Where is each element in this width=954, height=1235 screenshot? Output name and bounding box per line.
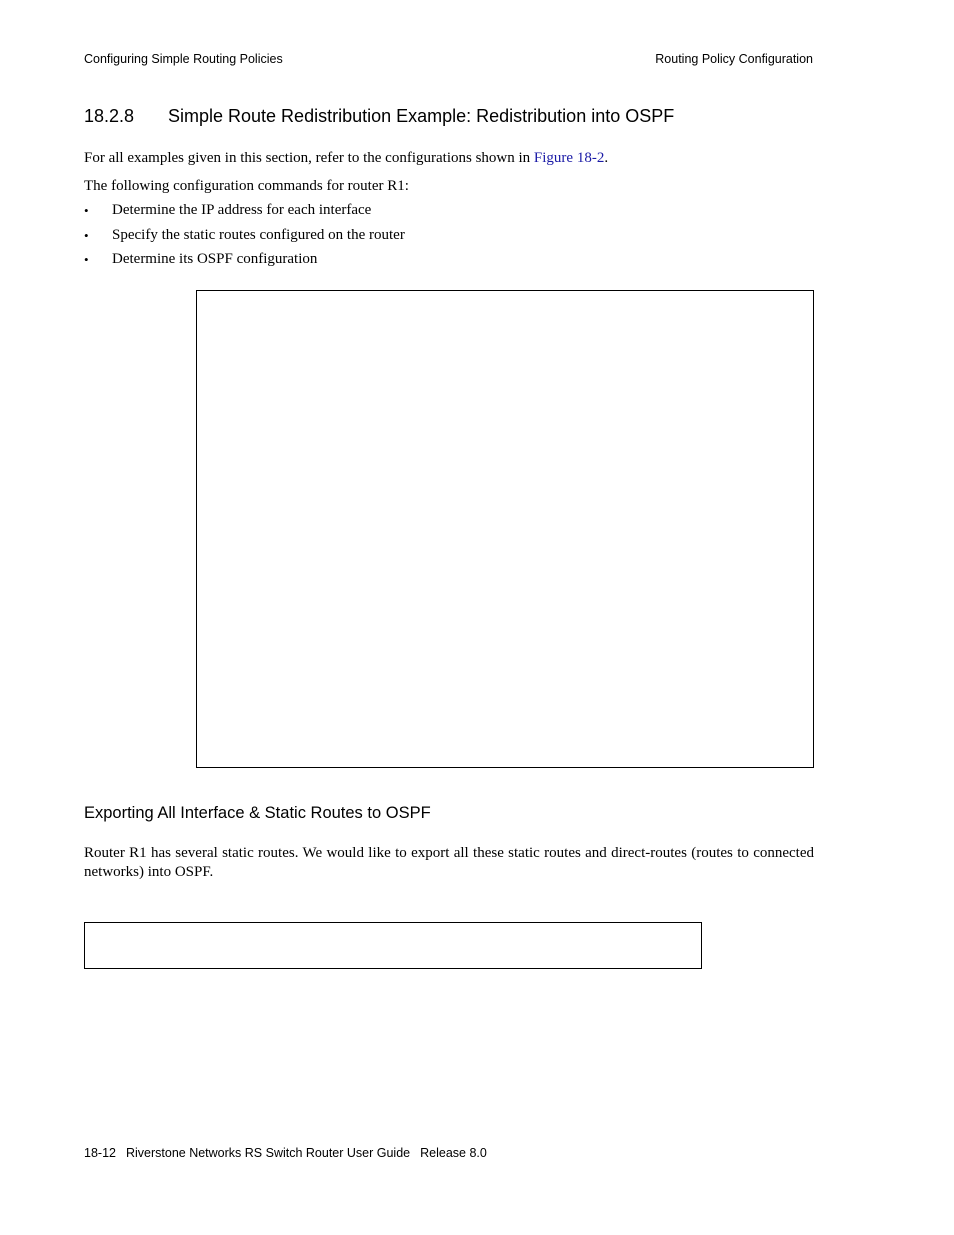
bullet-list [84,201,405,275]
running-header-left: Configuring Simple Routing Policies [84,52,283,66]
list-item-text: Specify the static routes configured on the router [112,226,405,243]
subsection-heading: Exporting All Interface & Static Routes to OSPF [84,804,431,822]
list-item-text: Determine the IP address for each interface [112,202,372,218]
section-title: Simple Route Redistribution Example: Redistribution into OSPF [168,106,675,126]
release-label: Release 8.0 [420,1146,487,1160]
command-box [84,922,702,969]
section-number: 18.2.8 [84,106,135,126]
list-item [84,201,405,226]
section-heading [84,106,674,127]
list-item [84,226,405,251]
list-item-text: Determine its OSPF configuration [112,251,318,267]
intro-text: For all examples given in this section, refer to the configurations shown in [84,150,534,166]
guide-title: Riverstone Networks RS Switch Router User Guide [125,1146,411,1160]
bullet-icon: • [84,203,89,218]
figure-frame [196,290,814,768]
list-item [84,250,405,275]
intro-suffix: . [604,150,609,166]
bullet-icon: • [84,227,89,243]
subsection-body: Router R1 has several static routes. We would like to export all these static routes and direct-routes (routes to connected networks) into OSPF. [84,845,814,880]
bullet-icon: • [84,252,89,267]
running-header-right: Routing Policy Configuration [655,52,813,66]
intro-paragraph [84,149,608,168]
page-footer [84,1146,497,1160]
page-number: 18-12 [84,1146,116,1160]
commands-intro: The following configuration commands for router R1: [84,178,409,194]
figure-link[interactable]: Figure 18-2 [533,150,605,166]
